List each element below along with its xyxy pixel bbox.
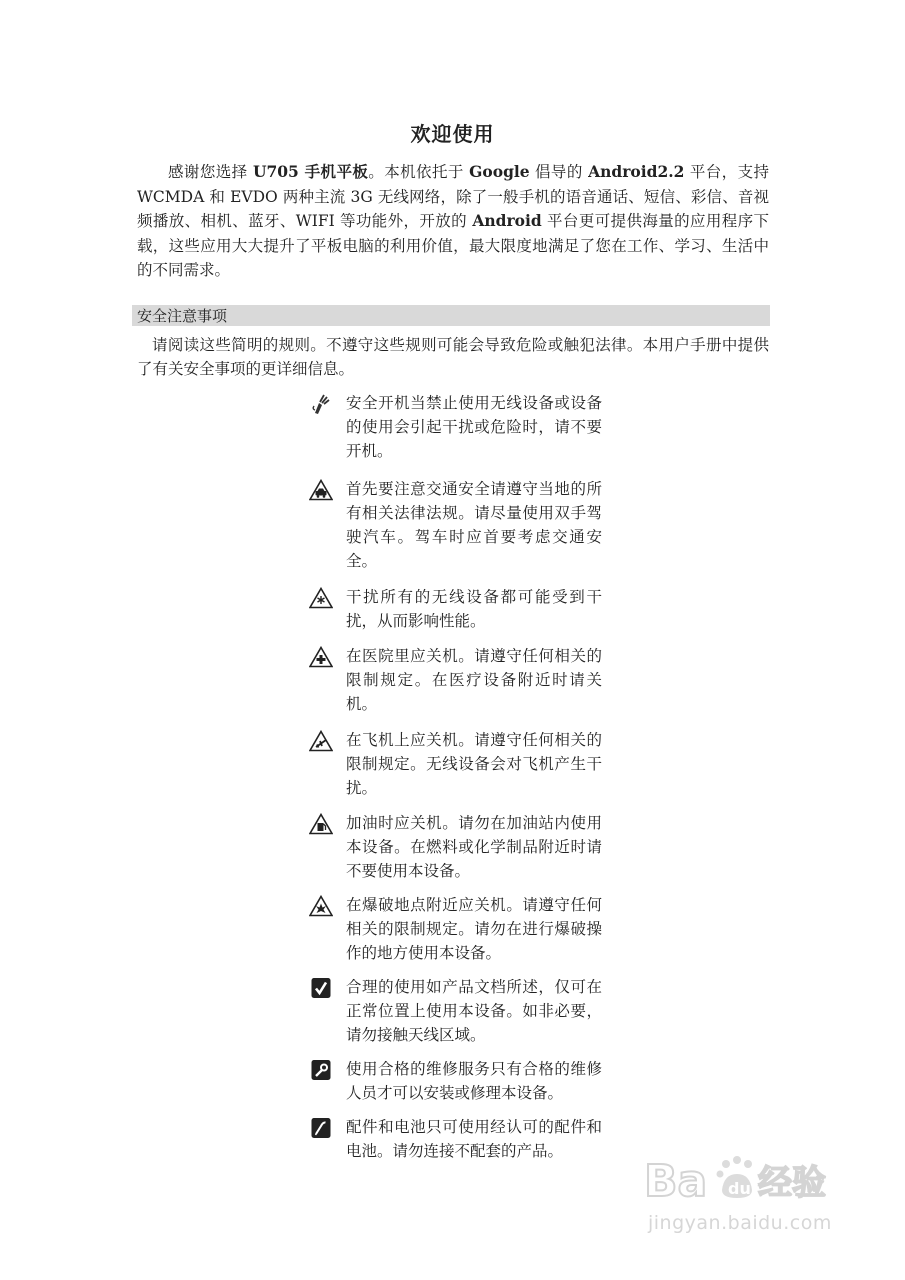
section-heading: 安全注意事项 bbox=[137, 307, 228, 325]
safety-item-text: 配件和电池只可使用经认可的配件和电池。请勿连接不配套的产品。 bbox=[346, 1118, 602, 1160]
svg-text:Ba: Ba bbox=[644, 1156, 708, 1207]
safety-item-text: 在医院里应关机。请遵守任何相关的限制规定。在医疗设备附近时请关机。 bbox=[346, 647, 602, 713]
wrench-icon bbox=[309, 1059, 333, 1081]
safety-item-text: 使用合格的维修服务只有合格的维修人员才可以安装或修理本设备。 bbox=[346, 1060, 602, 1102]
fuel-warning-icon bbox=[309, 813, 333, 835]
intro-bold-android-version: Android2.2 bbox=[588, 162, 685, 181]
page-title: 欢迎使用 bbox=[410, 122, 495, 146]
safety-item-text: 合理的使用如产品文档所述，仅可在正常位置上使用本设备。如非必要，请勿接触天线区域。 bbox=[346, 978, 602, 1044]
intro-bold-android: Android bbox=[472, 211, 542, 230]
baidu-watermark-logo bbox=[642, 1150, 852, 1210]
intro-text: 倡导的 bbox=[529, 163, 589, 181]
intro-text: 。本机依托于 bbox=[368, 163, 470, 181]
intro-text: 平台更可提供海量的应用程序下载，这些应用大大提升了平板电脑的利用价值，最大限度地满足了您在工作、学习、生活中的不同需求。 bbox=[137, 212, 769, 279]
car-warning-icon bbox=[309, 479, 333, 501]
svg-text:经验: 经验 bbox=[758, 1163, 826, 1203]
safety-item-text: 在爆破地点附近应关机。请遵守任何相关的限制规定。请勿在进行爆破操作的地方使用本设备。 bbox=[346, 896, 602, 962]
blasting-warning-icon bbox=[309, 895, 333, 917]
safety-item-text: 首先要注意交通安全请遵守当地的所有相关法律法规。请尽量使用双手驾驶汽车。驾车时应首要考虑交通安全。 bbox=[346, 480, 602, 570]
hospital-warning-icon bbox=[309, 646, 333, 668]
safety-item-text: 安全开机当禁止使用无线设备或设备的使用会引起干扰或危险时，请不要开机。 bbox=[346, 394, 602, 460]
section-header-bar bbox=[132, 305, 770, 326]
hand-power-icon bbox=[309, 393, 333, 415]
svg-text:du: du bbox=[728, 1179, 751, 1198]
safety-item-text: 干扰所有的无线设备都可能受到干扰，从而影响性能。 bbox=[346, 588, 602, 630]
intro-text: 感谢您选择 bbox=[168, 163, 253, 181]
airplane-warning-icon bbox=[309, 730, 333, 752]
checkmark-icon bbox=[309, 977, 333, 999]
accessory-icon bbox=[309, 1117, 333, 1139]
interference-warning-icon bbox=[309, 587, 333, 609]
intro-paragraph bbox=[137, 160, 769, 283]
watermark-url: jingyan.baidu.com bbox=[648, 1212, 832, 1234]
safety-intro: 请阅读这些简明的规则。不遵守这些规则可能会导致危险或触犯法律。本用户手册中提供了有关安全事项的更详细信息。 bbox=[137, 336, 769, 378]
intro-text: 平台，支持 WCMDA 和 EVDO 两种主流 3G 无线网络，除了一般手机的语音通话、短信、彩信、音视频播放、相机、蓝牙、WIFI 等功能外，开放的 bbox=[137, 163, 769, 230]
safety-item-text: 加油时应关机。请勿在加油站内使用本设备。在燃料或化学制品附近时请不要使用本设备。 bbox=[346, 814, 602, 880]
intro-bold-google: Google bbox=[469, 162, 530, 181]
safety-item-text: 在飞机上应关机。请遵守任何相关的限制规定。无线设备会对飞机产生干扰。 bbox=[346, 731, 602, 797]
intro-bold-product: U705 手机平板 bbox=[252, 162, 369, 181]
